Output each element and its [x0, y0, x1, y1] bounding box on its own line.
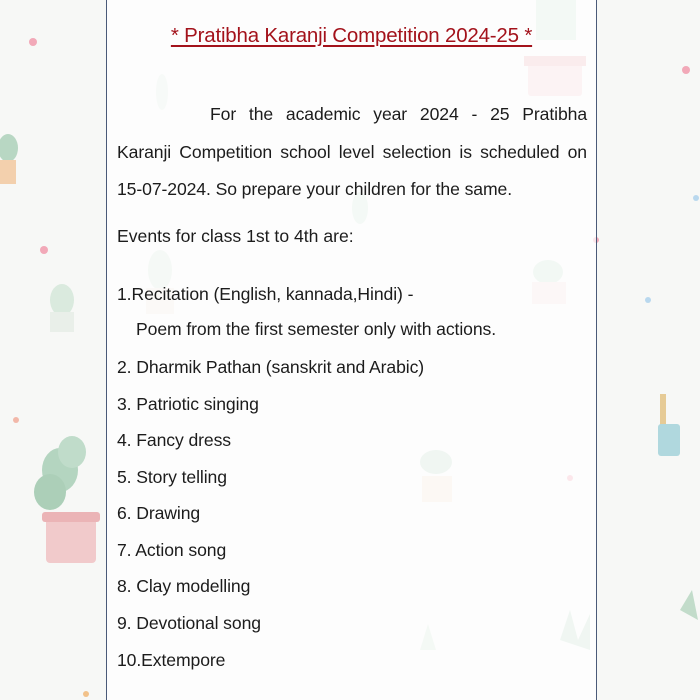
event-item: 6. Drawing — [117, 503, 201, 523]
event-label: 1.Recitation (English, kannada,Hindi) - — [117, 284, 414, 304]
event-item: 5. Story telling — [117, 467, 227, 487]
event-item: 7. Action song — [117, 540, 227, 560]
event-item: 8. Clay modelling — [117, 576, 251, 596]
events-heading: Events for class 1st to 4th are: — [117, 226, 354, 246]
event-item: 4. Fancy dress — [117, 430, 231, 450]
cactus-pot-decoration — [658, 394, 680, 456]
cactus-pot-decoration — [50, 284, 74, 332]
intro-paragraph: For the academic year 2024 - 25 Pratibha Karanji Competition school level selection is scheduled on 15-07-2024. So prepare your children for the same. — [117, 104, 587, 199]
event-item — [117, 284, 496, 340]
event-item: 10.Extempore — [117, 650, 226, 670]
cactus-pot-decoration — [0, 134, 18, 184]
notice-card — [106, 0, 597, 700]
event-item: 2. Dharmik Pathan (sanskrit and Arabic) — [117, 357, 425, 377]
event-item: 9. Devotional song — [117, 613, 261, 633]
event-note: Poem from the first semester only with actions. — [136, 319, 497, 339]
cactus-pot-decoration — [34, 436, 100, 563]
event-item: 3. Patriotic singing — [117, 394, 259, 414]
notice-title: * Pratibha Karanji Competition 2024-25 * — [170, 24, 533, 47]
